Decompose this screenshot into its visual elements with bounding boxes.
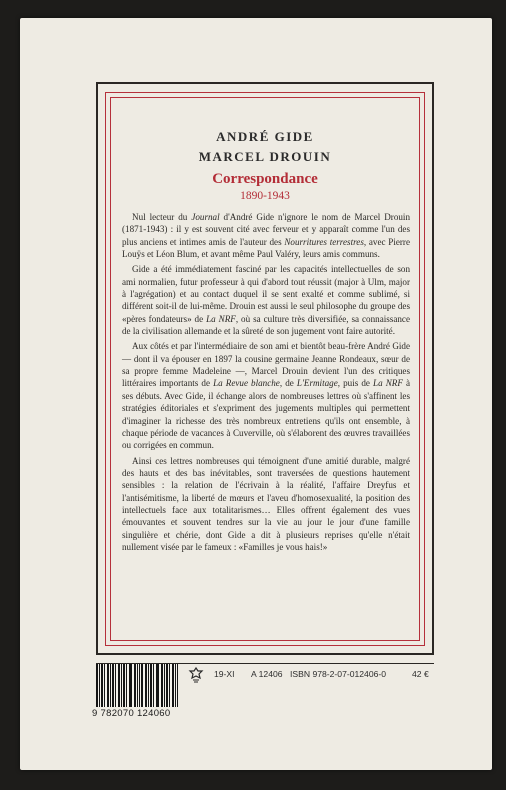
collection-code: 19-XI (214, 669, 235, 679)
italic-title: La NRF (373, 378, 403, 389)
blurb-paragraph (122, 263, 410, 337)
blurb-paragraph (122, 340, 410, 451)
blurb-text: à ses débuts. Avec Gide, il échange alors de nombreuses lettres où s'affinent les stratégies éditoriales et s'expriment des jugements multiples qui permettent d'imaginer la richesse des très nombreux entretiens qu'ils ont ensemble, à chaque période de vacances à Cuverville, où s'élaborent des œuvres travaillées ou corrigées en commun. (122, 378, 411, 451)
italic-title: L'Ermitage (296, 378, 338, 389)
book-dates: 1890-1943 (240, 190, 290, 202)
blurb-text: Gide a été immédiatement fasciné par les capacités intellectuelles de son ami normalien, futur professeur à qui d'abord tout réussit (major à Ulm, major à l'agrégation) et au contact duquel il se sent exalté et comme sublimé, si différent soit-il de lui-même. Drouin est aussi le seul philosophe du groupe des «pères fondateurs» de (122, 264, 410, 324)
italic-title: La NRF (206, 313, 236, 324)
blurb-text: Aux côtés et par l'intermédiaire de son ami et bientôt beau-frère André Gide — dont il va épouser en 1897 la cousine germaine Jeanne Rondeaux, sœur de sa propre femme Madeleine —, Marcel Drouin devient l'un des critiques littéraires importants de (122, 341, 410, 389)
blurb-text: , puis de (337, 378, 374, 389)
isbn-text: ISBN 978-2-07-012406-0 (290, 669, 387, 679)
publisher-logo-icon (188, 667, 204, 683)
blurb-text: , avec Pierre Louÿs et Léon Blum, et avant même Paul Valéry, leurs amis communs. (122, 236, 410, 260)
italic-title: Nourritures terrestres (284, 236, 364, 247)
price: 42 € (412, 669, 429, 679)
blurb-text: , de (279, 378, 297, 389)
italic-title: La Revue blanche (213, 378, 280, 389)
book-title: Correspondance (212, 171, 318, 187)
back-cover-blurb (122, 211, 410, 556)
barcode-digits: 9 782070 124060 (92, 708, 171, 719)
blurb-text: d'André Gide n'ignore le nom de Marcel Drouin (1871-1943) : il y est souvent cité avec ferveur et y apparaît comme l'un des plus anciens et intimes amis de l'auteur des (122, 212, 410, 247)
blurb-paragraph (122, 211, 410, 260)
blurb-text: Ainsi ces lettres nombreuses qui témoignent d'une amitié durable, malgré des hauts et des bas inévitables, sont traversées de questions hautement sensibles : la relation de l'écrivain à la réalité, l'affaire Dreyfus et l'antisémitisme, la liberté de mœurs et l'aveu d'homosexualité, la position des intellectuels face aux totalitarismes… Elles offrent également des vues émouvantes et souvent tendres sur la vie au jour le jour d'une famille singulière et chérie, dont Gide a dit à plusieurs reprises qu'elle n'était nullement visée par le fameux : «Familles je vous hais!» (122, 455, 410, 552)
blurb-text: , où sa culture très diversifiée, sa connaissance de la civilisation allemande et la sûreté de son jugement vont faire autorité. (122, 313, 410, 337)
italic-title: Journal (191, 212, 220, 222)
isbn-barcode (96, 664, 178, 707)
catalog-number: A 12406 (251, 669, 283, 679)
author-andre-gide: ANDRÉ GIDE (216, 129, 314, 144)
blurb-text: Nul lecteur du (132, 212, 192, 222)
author-marcel-drouin: MARCEL DROUIN (198, 149, 332, 164)
blurb-paragraph (122, 455, 410, 554)
